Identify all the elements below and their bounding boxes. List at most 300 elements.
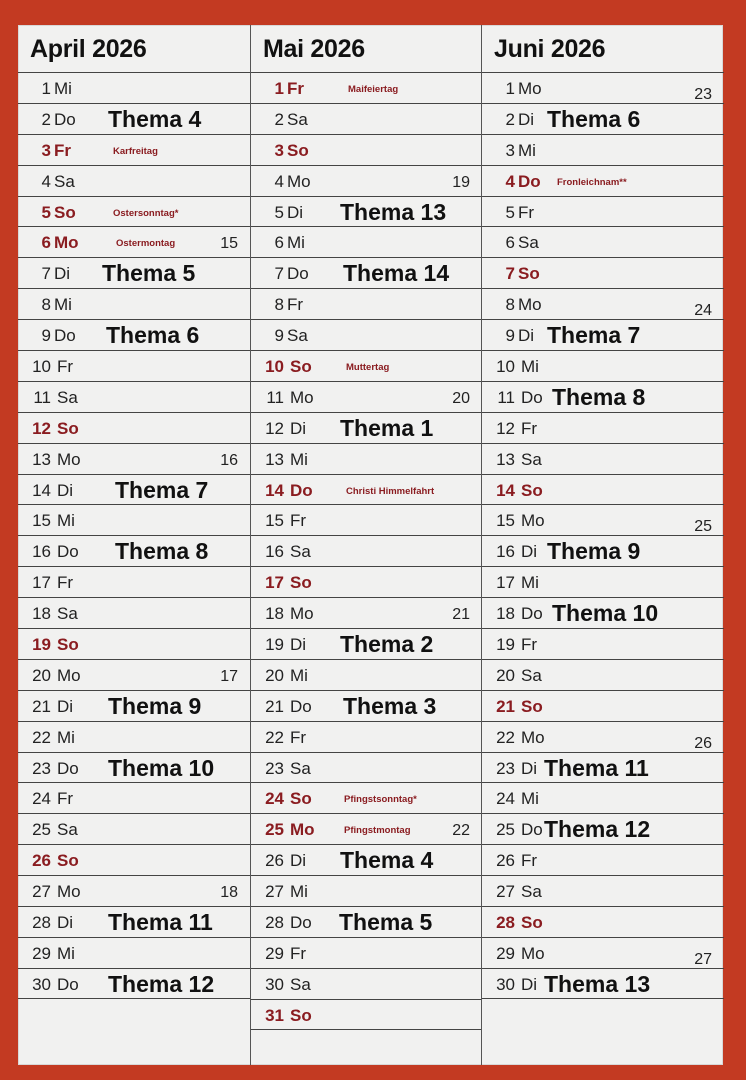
weekday: Di bbox=[518, 326, 535, 346]
day-number: 19 bbox=[265, 635, 284, 655]
day-number: 27 bbox=[265, 882, 284, 902]
day-row bbox=[251, 226, 482, 257]
weekday: So bbox=[521, 913, 543, 933]
day-number: 4 bbox=[274, 171, 284, 191]
theme-label: Thema 13 bbox=[544, 970, 651, 997]
day-row bbox=[251, 659, 482, 690]
day-number: 15 bbox=[32, 511, 51, 531]
day-number: 20 bbox=[32, 665, 51, 685]
day-number: 13 bbox=[32, 449, 51, 469]
day-row bbox=[251, 844, 482, 875]
day-row bbox=[482, 412, 724, 443]
weekday: Sa bbox=[521, 449, 542, 469]
weekday: Fr bbox=[518, 202, 535, 222]
day-number: 11 bbox=[33, 387, 51, 407]
day-number: 11 bbox=[266, 387, 284, 407]
weekday: Mo bbox=[54, 233, 79, 253]
day-row bbox=[251, 412, 482, 443]
weekday: Mo bbox=[57, 882, 81, 902]
day-row bbox=[482, 968, 724, 999]
weekday: Fr bbox=[521, 635, 538, 655]
day-row bbox=[18, 350, 250, 381]
day-row bbox=[482, 566, 724, 597]
day-row bbox=[251, 474, 482, 505]
day-row bbox=[482, 165, 724, 196]
weekday: Mi bbox=[518, 140, 536, 160]
month-column-mai bbox=[250, 25, 482, 1065]
theme-label: Thema 7 bbox=[115, 476, 209, 503]
weekday: Mi bbox=[54, 79, 72, 98]
day-row bbox=[251, 906, 482, 937]
day-row bbox=[18, 381, 250, 412]
day-row bbox=[482, 350, 724, 381]
weekday: Do bbox=[57, 758, 79, 778]
day-row bbox=[18, 226, 250, 257]
month-column-juni bbox=[481, 25, 724, 1065]
day-number: 16 bbox=[32, 542, 51, 562]
weekday: Do bbox=[287, 264, 309, 284]
day-row bbox=[251, 288, 482, 319]
day-number: 5 bbox=[41, 202, 51, 222]
day-number: 26 bbox=[32, 851, 51, 871]
weekday: So bbox=[290, 789, 312, 809]
day-row bbox=[482, 752, 724, 783]
weekday: Di bbox=[521, 542, 538, 562]
day-row bbox=[482, 443, 724, 474]
day-number: 7 bbox=[274, 264, 284, 284]
weekday: Sa bbox=[57, 387, 78, 407]
weekday: Mo bbox=[521, 511, 545, 531]
day-number: 21 bbox=[265, 696, 284, 716]
holiday-label: Karfreitag bbox=[113, 145, 158, 157]
theme-label: Thema 14 bbox=[343, 260, 450, 287]
holiday-label: Ostersonntag* bbox=[113, 207, 179, 219]
day-row bbox=[18, 875, 250, 906]
day-row bbox=[18, 535, 250, 566]
weekday: Mi bbox=[521, 357, 539, 377]
day-row bbox=[18, 196, 250, 227]
day-number: 2 bbox=[505, 109, 515, 129]
day-number: 3 bbox=[505, 140, 515, 160]
weekday: Sa bbox=[518, 233, 539, 253]
week-number: 15 bbox=[220, 235, 238, 253]
day-list bbox=[251, 72, 482, 1030]
day-number: 14 bbox=[32, 480, 51, 500]
week-number: 16 bbox=[220, 451, 238, 469]
weekday: Do bbox=[57, 542, 79, 562]
weekday: Do bbox=[521, 820, 543, 840]
day-number: 1 bbox=[274, 79, 284, 98]
day-row bbox=[18, 782, 250, 813]
weekday: Mi bbox=[287, 233, 305, 253]
weekday: Mi bbox=[290, 882, 308, 902]
day-number: 16 bbox=[265, 542, 284, 562]
weekday: Mi bbox=[57, 727, 75, 747]
holiday-label: Pfingstmontag bbox=[344, 825, 411, 837]
weekday: Di bbox=[518, 109, 535, 129]
theme-label: Thema 2 bbox=[340, 631, 434, 658]
day-number: 7 bbox=[505, 264, 515, 284]
day-number: 10 bbox=[32, 357, 51, 377]
day-row bbox=[482, 288, 724, 319]
day-number: 14 bbox=[265, 480, 284, 500]
day-number: 6 bbox=[41, 233, 51, 253]
day-row bbox=[251, 443, 482, 474]
day-row bbox=[482, 690, 724, 721]
day-number: 12 bbox=[496, 418, 515, 438]
day-number: 22 bbox=[32, 727, 51, 747]
day-list bbox=[18, 72, 250, 999]
day-row bbox=[482, 875, 724, 906]
day-number: 5 bbox=[274, 202, 284, 222]
day-row bbox=[18, 690, 250, 721]
day-row bbox=[18, 721, 250, 752]
day-row bbox=[482, 381, 724, 412]
day-number: 3 bbox=[274, 140, 284, 160]
weekday: Fr bbox=[54, 140, 71, 160]
day-number: 5 bbox=[505, 202, 515, 222]
day-number: 23 bbox=[32, 758, 51, 778]
day-number: 9 bbox=[505, 326, 515, 346]
weekday: Do bbox=[57, 974, 79, 994]
day-row bbox=[18, 597, 250, 628]
weekday: Fr bbox=[57, 789, 74, 809]
weekday: Di bbox=[57, 696, 74, 716]
month-title: April 2026 bbox=[30, 35, 147, 63]
weekday: Sa bbox=[287, 326, 308, 346]
day-number: 27 bbox=[32, 882, 51, 902]
day-row bbox=[18, 659, 250, 690]
day-number: 20 bbox=[265, 665, 284, 685]
day-row bbox=[482, 535, 724, 566]
day-number: 27 bbox=[496, 882, 515, 902]
day-number: 25 bbox=[496, 820, 515, 840]
day-row bbox=[18, 412, 250, 443]
weekday: Di bbox=[57, 480, 74, 500]
day-row bbox=[18, 474, 250, 505]
day-row bbox=[18, 443, 250, 474]
day-number: 28 bbox=[32, 913, 51, 933]
day-row bbox=[251, 628, 482, 659]
weekday: Di bbox=[521, 758, 538, 778]
week-number: 24 bbox=[694, 302, 712, 320]
weekday: Mo bbox=[518, 295, 542, 315]
day-number: 25 bbox=[265, 820, 284, 840]
weekday: So bbox=[57, 635, 79, 655]
day-number: 1 bbox=[41, 79, 51, 98]
weekday: Sa bbox=[521, 882, 542, 902]
theme-label: Thema 4 bbox=[340, 847, 434, 874]
day-row bbox=[482, 504, 724, 535]
weekday: Mo bbox=[290, 604, 314, 624]
theme-label: Thema 9 bbox=[108, 692, 202, 719]
weekday: Di bbox=[521, 974, 538, 994]
day-number: 26 bbox=[496, 851, 515, 871]
week-number: 18 bbox=[220, 884, 238, 902]
day-number: 18 bbox=[496, 604, 515, 624]
theme-label: Thema 8 bbox=[552, 383, 646, 410]
day-row bbox=[482, 597, 724, 628]
holiday-label: Muttertag bbox=[346, 362, 390, 374]
holiday-label: Pfingstsonntag* bbox=[344, 794, 417, 806]
holiday-label: Fronleichnam** bbox=[557, 176, 627, 188]
weekday: Fr bbox=[521, 418, 538, 438]
day-number: 21 bbox=[496, 696, 515, 716]
day-number: 15 bbox=[496, 511, 515, 531]
weekday: So bbox=[57, 851, 79, 871]
day-number: 28 bbox=[265, 913, 284, 933]
day-row bbox=[251, 504, 482, 535]
day-number: 29 bbox=[496, 943, 515, 963]
day-number: 28 bbox=[496, 913, 515, 933]
weekday: Fr bbox=[57, 573, 74, 593]
theme-label: Thema 11 bbox=[108, 909, 213, 936]
week-number: 27 bbox=[694, 950, 712, 968]
weekday: Di bbox=[290, 418, 307, 438]
day-row bbox=[251, 165, 482, 196]
weekday: Sa bbox=[521, 665, 542, 685]
weekday: Do bbox=[290, 480, 313, 500]
weekday: Do bbox=[518, 171, 541, 191]
calendar-page bbox=[18, 25, 723, 1065]
week-number: 21 bbox=[452, 606, 470, 624]
weekday: Do bbox=[54, 326, 76, 346]
theme-label: Thema 1 bbox=[340, 414, 434, 441]
day-row bbox=[251, 381, 482, 412]
day-row bbox=[18, 165, 250, 196]
day-row bbox=[251, 813, 482, 844]
weekday: Sa bbox=[54, 171, 75, 191]
day-number: 9 bbox=[41, 326, 51, 346]
theme-label: Thema 5 bbox=[102, 260, 196, 287]
day-number: 31 bbox=[265, 1005, 284, 1025]
weekday: Do bbox=[521, 387, 543, 407]
day-row bbox=[482, 134, 724, 165]
week-number: 19 bbox=[452, 173, 470, 191]
day-row bbox=[482, 72, 724, 103]
day-row bbox=[251, 134, 482, 165]
month-column-april bbox=[18, 25, 250, 1065]
day-number: 4 bbox=[41, 171, 51, 191]
day-row bbox=[18, 103, 250, 134]
theme-label: Thema 10 bbox=[108, 754, 215, 781]
day-row bbox=[482, 813, 724, 844]
day-row bbox=[251, 690, 482, 721]
day-number: 10 bbox=[496, 357, 515, 377]
day-row bbox=[18, 134, 250, 165]
day-number: 17 bbox=[265, 573, 284, 593]
day-number: 14 bbox=[496, 480, 515, 500]
day-number: 30 bbox=[496, 974, 515, 994]
weekday: Sa bbox=[290, 974, 311, 994]
day-row bbox=[251, 875, 482, 906]
day-number: 6 bbox=[505, 233, 515, 253]
theme-label: Thema 12 bbox=[108, 970, 215, 997]
day-number: 29 bbox=[265, 943, 284, 963]
day-number: 2 bbox=[41, 109, 51, 129]
day-number: 12 bbox=[32, 418, 51, 438]
day-row bbox=[251, 319, 482, 350]
weekday: Mi bbox=[54, 295, 72, 315]
weekday: Mi bbox=[57, 511, 75, 531]
weekday: So bbox=[290, 573, 312, 593]
day-number: 20 bbox=[496, 665, 515, 685]
day-row bbox=[251, 597, 482, 628]
weekday: Mo bbox=[518, 79, 542, 98]
weekday: Fr bbox=[290, 727, 307, 747]
day-number: 22 bbox=[265, 727, 284, 747]
weekday: So bbox=[521, 696, 543, 716]
theme-label: Thema 8 bbox=[115, 538, 209, 565]
day-row bbox=[251, 721, 482, 752]
weekday: Mi bbox=[521, 573, 539, 593]
day-row bbox=[18, 813, 250, 844]
day-number: 26 bbox=[265, 851, 284, 871]
day-number: 18 bbox=[32, 604, 51, 624]
weekday: Mi bbox=[290, 665, 308, 685]
day-number: 24 bbox=[265, 789, 284, 809]
day-number: 23 bbox=[265, 758, 284, 778]
day-row bbox=[251, 103, 482, 134]
day-row bbox=[18, 844, 250, 875]
holiday-label: Maifeiertag bbox=[348, 84, 399, 95]
day-number: 11 bbox=[497, 387, 515, 407]
weekday: So bbox=[287, 140, 309, 160]
day-row bbox=[18, 257, 250, 288]
weekday: Di bbox=[290, 851, 307, 871]
weekday: Mo bbox=[290, 820, 315, 840]
holiday-label: Ostermontag bbox=[116, 238, 176, 250]
day-number: 22 bbox=[496, 727, 515, 747]
day-row bbox=[251, 752, 482, 783]
month-title: Mai 2026 bbox=[263, 35, 365, 63]
weekday: Di bbox=[54, 264, 71, 284]
day-row bbox=[482, 782, 724, 813]
day-row bbox=[251, 566, 482, 597]
weekday: Do bbox=[521, 604, 543, 624]
weekday: Mo bbox=[290, 387, 314, 407]
day-row bbox=[482, 659, 724, 690]
day-row bbox=[18, 504, 250, 535]
day-row bbox=[482, 628, 724, 659]
weekday: Sa bbox=[290, 542, 311, 562]
weekday: So bbox=[521, 480, 543, 500]
day-row bbox=[251, 196, 482, 227]
day-row bbox=[482, 906, 724, 937]
weekday: Mo bbox=[57, 449, 81, 469]
theme-label: Thema 6 bbox=[547, 105, 641, 132]
day-row bbox=[482, 937, 724, 968]
week-number: 26 bbox=[694, 734, 712, 752]
day-row bbox=[482, 257, 724, 288]
weekday: Mo bbox=[521, 943, 545, 963]
day-number: 30 bbox=[32, 974, 51, 994]
day-row bbox=[18, 752, 250, 783]
day-number: 1 bbox=[505, 79, 515, 98]
theme-label: Thema 9 bbox=[547, 538, 641, 565]
day-row bbox=[482, 226, 724, 257]
day-row bbox=[18, 566, 250, 597]
day-row bbox=[482, 474, 724, 505]
weekday: Di bbox=[287, 202, 304, 222]
day-number: 8 bbox=[41, 295, 51, 315]
month-title: Juni 2026 bbox=[494, 35, 606, 63]
day-number: 8 bbox=[274, 295, 284, 315]
day-row bbox=[18, 319, 250, 350]
day-row bbox=[251, 257, 482, 288]
day-number: 18 bbox=[265, 604, 284, 624]
theme-label: Thema 5 bbox=[339, 909, 433, 936]
theme-label: Thema 11 bbox=[544, 754, 649, 781]
day-row bbox=[251, 350, 482, 381]
weekday: Fr bbox=[57, 357, 74, 377]
day-list bbox=[482, 72, 724, 999]
day-number: 15 bbox=[265, 511, 284, 531]
week-number: 17 bbox=[220, 667, 238, 685]
theme-label: Thema 13 bbox=[340, 198, 447, 225]
weekday: Mi bbox=[521, 789, 539, 809]
day-number: 24 bbox=[32, 789, 51, 809]
weekday: Fr bbox=[521, 851, 538, 871]
day-number: 17 bbox=[32, 573, 51, 593]
day-row bbox=[251, 937, 482, 968]
weekday: Di bbox=[57, 913, 74, 933]
day-number: 7 bbox=[41, 264, 51, 284]
weekday: Fr bbox=[287, 79, 304, 98]
day-row bbox=[482, 196, 724, 227]
day-number: 29 bbox=[32, 943, 51, 963]
day-row bbox=[18, 968, 250, 999]
day-number: 24 bbox=[496, 789, 515, 809]
day-row bbox=[18, 72, 250, 103]
weekday: Fr bbox=[290, 511, 307, 531]
day-row bbox=[251, 72, 482, 103]
day-number: 10 bbox=[265, 357, 284, 377]
day-number: 23 bbox=[496, 758, 515, 778]
day-number: 17 bbox=[496, 573, 515, 593]
theme-label: Thema 7 bbox=[547, 322, 641, 349]
day-number: 13 bbox=[265, 449, 284, 469]
weekday: Mo bbox=[57, 665, 81, 685]
day-number: 16 bbox=[496, 542, 515, 562]
holiday-label: Christi Himmelfahrt bbox=[346, 485, 435, 497]
weekday: So bbox=[518, 264, 540, 284]
weekday: Do bbox=[54, 109, 76, 129]
day-number: 19 bbox=[496, 635, 515, 655]
day-row bbox=[251, 782, 482, 813]
day-row bbox=[18, 288, 250, 319]
weekday: So bbox=[290, 357, 312, 377]
day-number: 21 bbox=[32, 696, 51, 716]
weekday: Sa bbox=[287, 109, 308, 129]
weekday: Mo bbox=[287, 171, 311, 191]
day-number: 3 bbox=[41, 140, 51, 160]
weekday: Fr bbox=[290, 943, 307, 963]
weekday: So bbox=[54, 202, 76, 222]
weekday: Mi bbox=[290, 449, 308, 469]
day-row bbox=[251, 968, 482, 999]
weekday: Fr bbox=[287, 295, 304, 315]
day-number: 13 bbox=[496, 449, 515, 469]
weekday: Mo bbox=[521, 727, 545, 747]
theme-label: Thema 12 bbox=[544, 816, 651, 843]
day-row bbox=[482, 844, 724, 875]
week-number: 22 bbox=[452, 822, 470, 840]
day-number: 8 bbox=[505, 295, 515, 315]
weekday: Mi bbox=[57, 943, 75, 963]
weekday: Di bbox=[290, 635, 307, 655]
week-number: 23 bbox=[694, 86, 712, 103]
